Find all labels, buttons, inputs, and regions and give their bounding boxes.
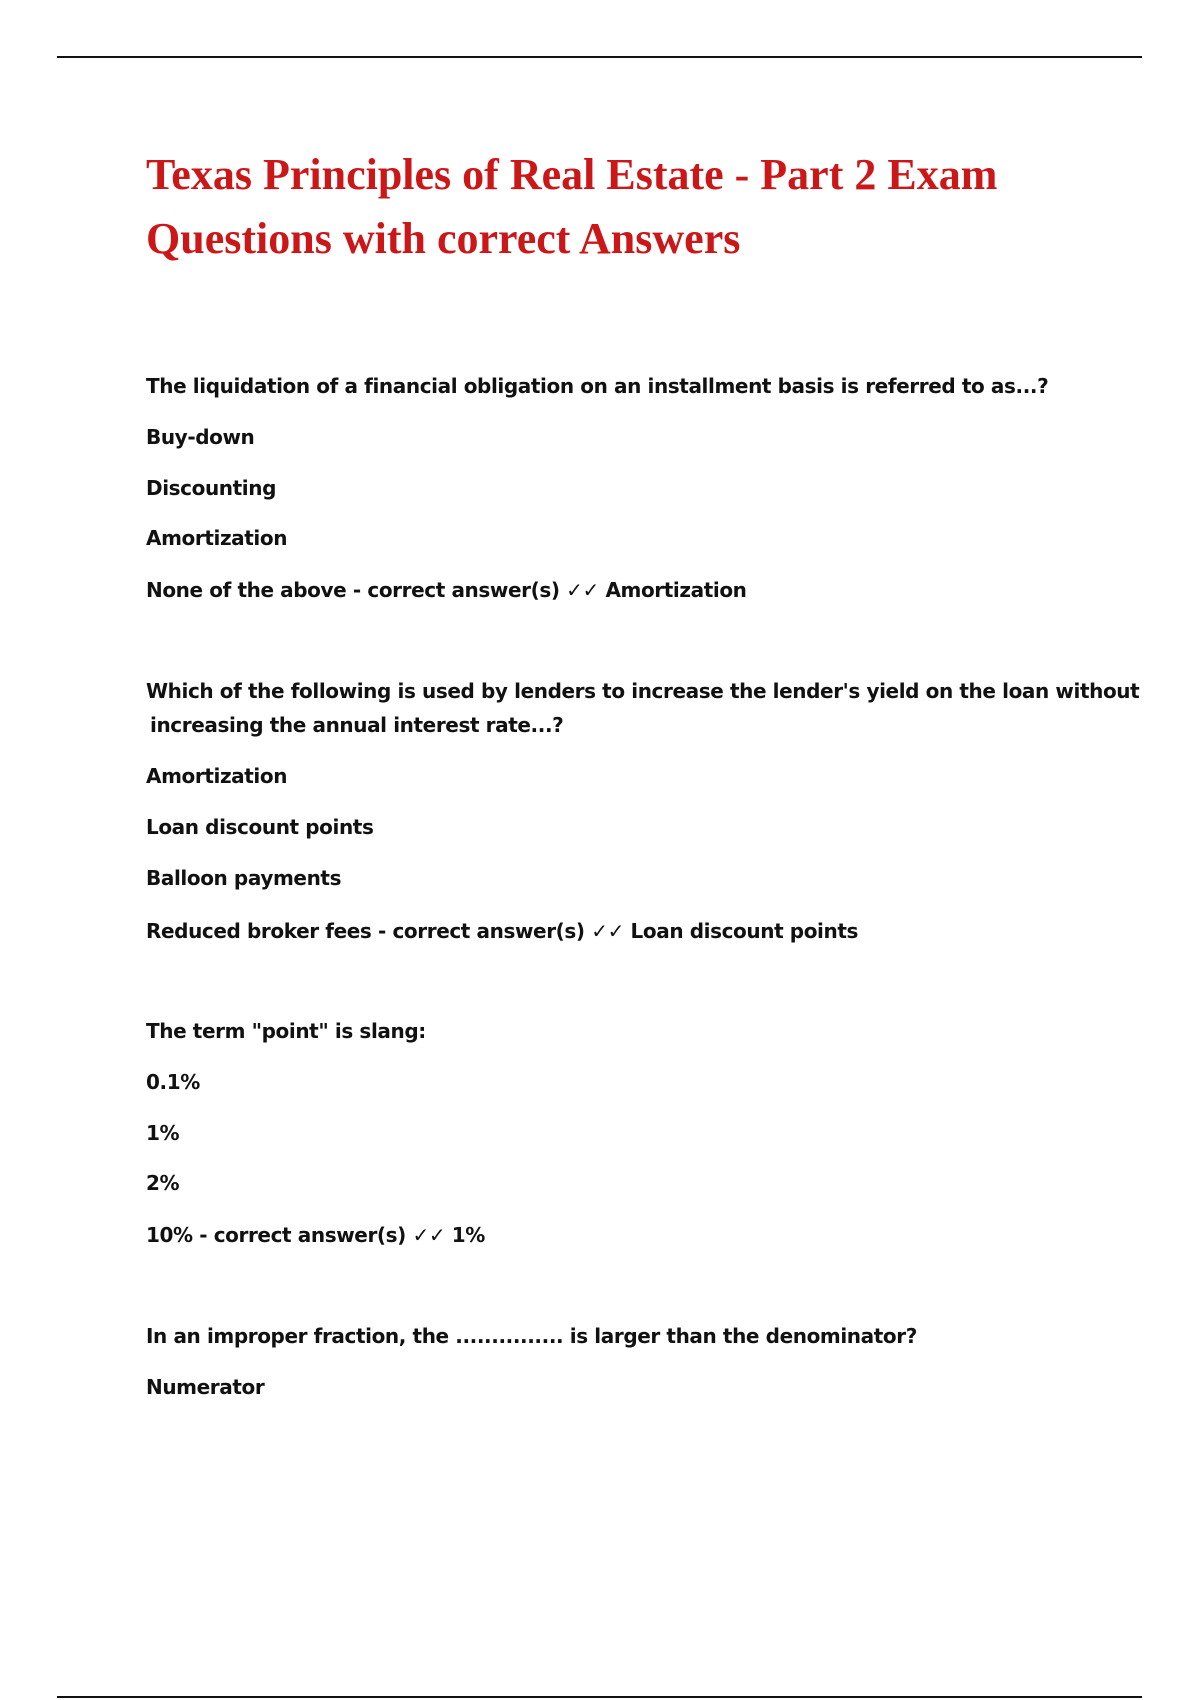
bottom-rule xyxy=(57,1696,1142,1698)
double-check-icon: ✓✓ xyxy=(412,1223,446,1247)
double-check-icon: ✓✓ xyxy=(591,919,624,943)
question-4-option-1: Numerator xyxy=(146,1375,265,1399)
question-1-option-2: Discounting xyxy=(146,476,277,500)
top-rule xyxy=(57,56,1142,58)
question-1-text: The liquidation of a financial obligation on an installment basis is referred to as...? xyxy=(146,374,1049,398)
question-3-correct-answer: 1% xyxy=(451,1223,485,1247)
question-3-option-1: 0.1% xyxy=(146,1070,200,1094)
question-3-answer-line: 10% - correct answer(s) ✓✓ 1% xyxy=(146,1223,485,1247)
question-1-option-4: None of the above xyxy=(146,578,347,602)
question-2-correct-answer: Loan discount points xyxy=(630,919,859,943)
question-3-option-2: 1% xyxy=(146,1121,180,1145)
question-2-option-2: Loan discount points xyxy=(146,815,374,839)
question-2-answer-line: Reduced broker fees - correct answer(s) ✓✓ Loan discount points xyxy=(146,919,859,943)
question-2-option-1: Amortization xyxy=(146,764,288,788)
question-3-option-4: 10% xyxy=(146,1223,193,1247)
title-line-1: Texas Principles of Real Estate - Part 2 Exam xyxy=(146,150,998,199)
answer-prefix: correct answer(s) xyxy=(213,1223,406,1247)
question-2-option-3: Balloon payments xyxy=(146,866,342,890)
double-check-icon: ✓✓ xyxy=(566,578,599,602)
answer-prefix: correct answer(s) xyxy=(392,919,585,943)
question-2-text-line-2: increasing the annual interest rate...? xyxy=(150,713,564,737)
question-3-option-3: 2% xyxy=(146,1171,180,1195)
question-1-correct-answer: Amortization xyxy=(605,578,747,602)
question-3-text: The term "point" is slang: xyxy=(146,1019,426,1043)
question-2-text-line-1: Which of the following is used by lenders to increase the lender's yield on the loan without xyxy=(146,679,1140,703)
question-2-option-4: Reduced broker fees xyxy=(146,919,372,943)
question-1-option-1: Buy-down xyxy=(146,425,255,449)
question-4-text: In an improper fraction, the ............... is larger than the denominator? xyxy=(146,1324,917,1348)
document-title xyxy=(146,143,1106,271)
question-1-option-3: Amortization xyxy=(146,526,288,550)
question-1-answer-line: None of the above - correct answer(s) ✓✓ Amortization xyxy=(146,578,747,602)
title-line-2: Questions with correct Answers xyxy=(146,214,741,263)
answer-prefix: correct answer(s) xyxy=(367,578,560,602)
